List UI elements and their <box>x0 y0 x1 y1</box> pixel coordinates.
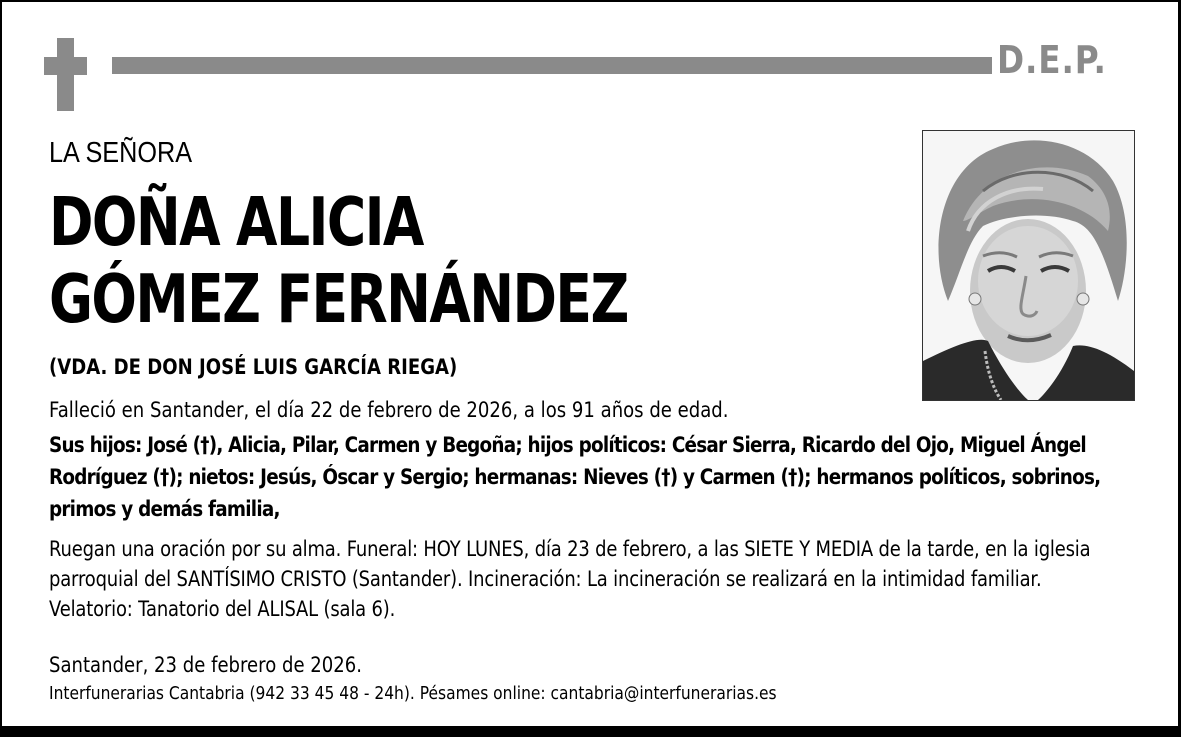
funeral-home-contact: Interfunerarias Cantabria (942 33 45 48 - 24h). Pésames online: cantabria@interfunerarias.es <box>49 683 777 704</box>
family-list: Sus hijos: José (†), Alicia, Pilar, Carmen y Begoña; hijos políticos: César Sierra, Ricardo del Ojo, Miguel Ángel Rodríguez (†); nietos: Jesús, Óscar y Sergio; hermanas: Nieves (†) y Carmen (†); hermanos políticos, sobrinos, primos y demás familia, <box>49 433 1101 522</box>
portrait-photo <box>922 130 1135 401</box>
widow-of: (VDA. DE DON JOSÉ LUIS GARCÍA RIEGA) <box>49 355 458 379</box>
dep-heading: D.E.P. <box>997 38 1107 82</box>
service-details: Ruegan una oración por su alma. Funeral: HOY LUNES, día 23 de febrero, a las SIETE Y MEDIA de la tarde, en la iglesia parroquial del SANTÍSIMO CRISTO (Santander). Incineración: La incineración se realizará en la intimidad familiar. Velatorio: Tanatorio del ALISAL (sala 6). <box>49 537 1091 621</box>
portrait-illustration <box>923 131 1134 400</box>
deceased-name-line2: GÓMEZ FERNÁNDEZ <box>49 260 628 338</box>
death-notice: Falleció en Santander, el día 22 de febrero de 2026, a los 91 años de edad. <box>49 398 729 422</box>
cross-icon-bar <box>44 57 87 75</box>
header-rule <box>112 57 992 74</box>
deceased-name-line1: DOÑA ALICIA <box>49 183 423 261</box>
place-date: Santander, 23 de febrero de 2026. <box>49 653 362 677</box>
honorific-title: LA SEÑORA <box>49 137 193 169</box>
